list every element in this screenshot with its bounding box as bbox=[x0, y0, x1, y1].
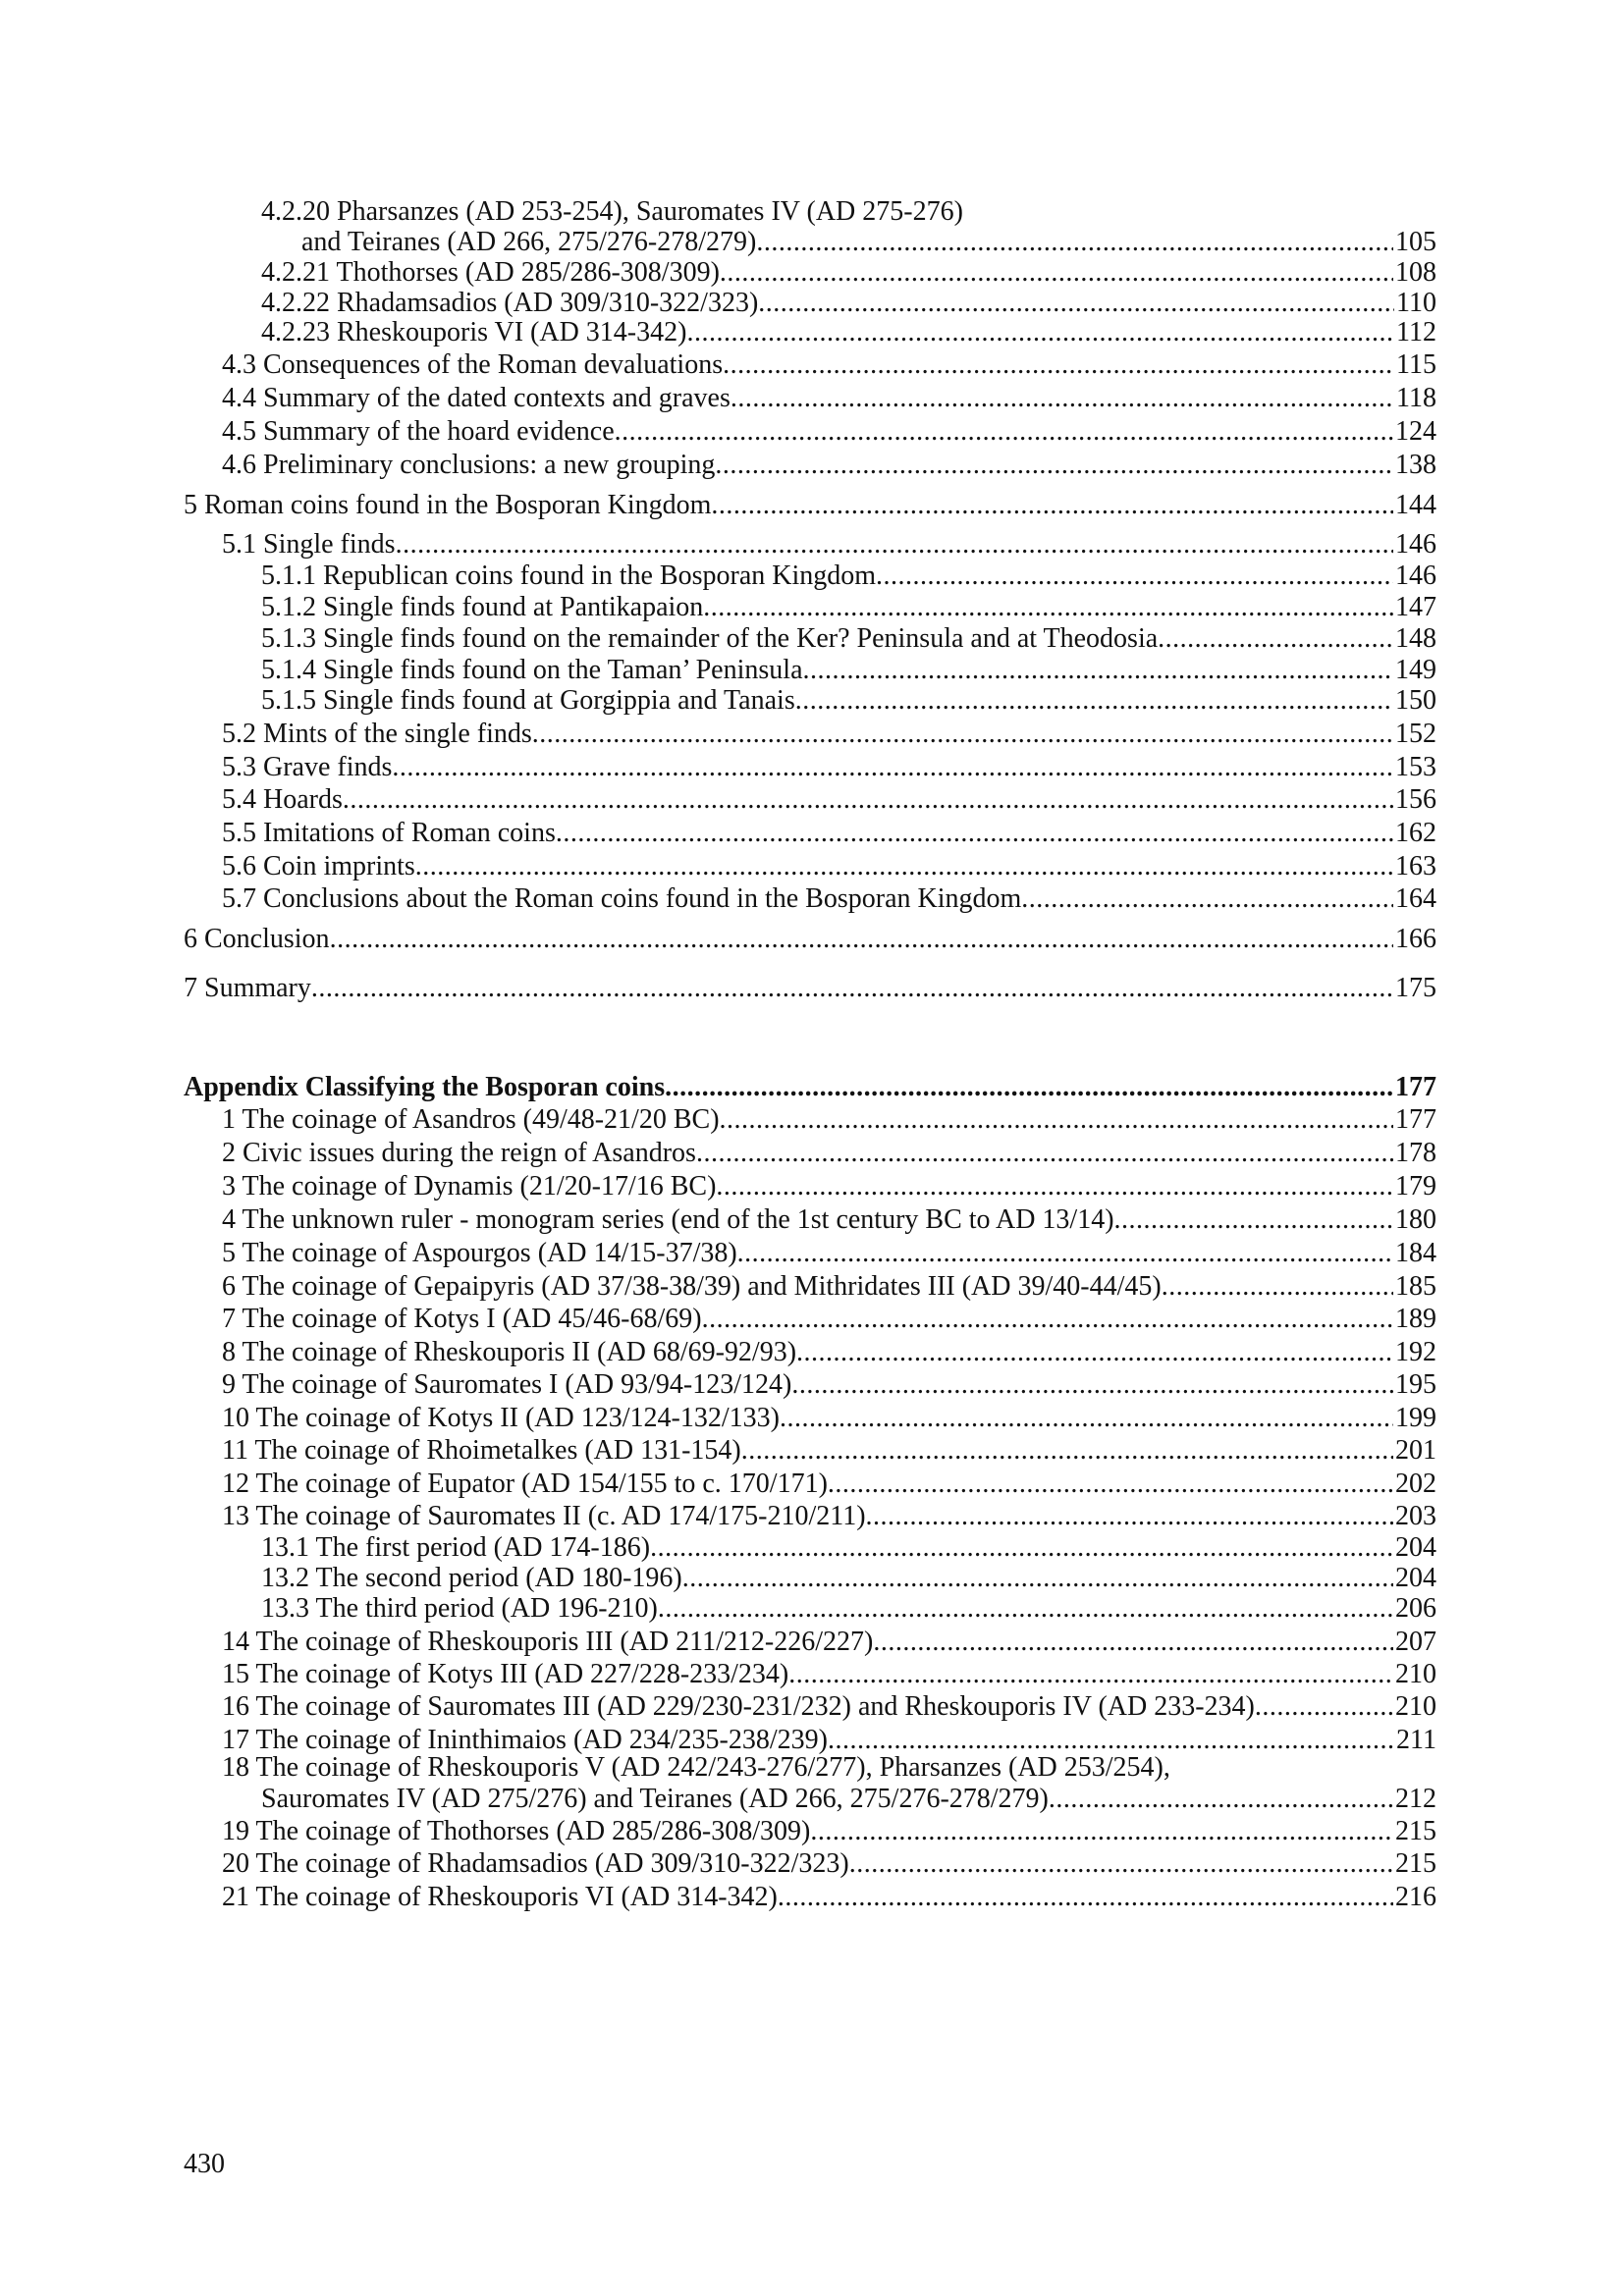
toc-entry[interactable] bbox=[184, 1071, 1436, 1104]
toc-entry[interactable] bbox=[222, 1658, 1436, 1691]
toc-entry[interactable] bbox=[222, 1815, 1436, 1848]
toc-entry-title: 4.5 Summary of the hoard evidence bbox=[222, 416, 615, 447]
toc-leader-dots bbox=[803, 654, 1394, 687]
toc-leader-dots bbox=[758, 287, 1394, 320]
toc-entry-title: 5 Roman coins found in the Bosporan Kingdom bbox=[184, 490, 712, 520]
toc-entry[interactable] bbox=[222, 783, 1436, 817]
toc-entry-page: 212 bbox=[1395, 1784, 1436, 1814]
toc-entry-title: 21 The coinage of Rheskouporis VI (AD 314-342) bbox=[222, 1882, 778, 1912]
toc-entry[interactable] bbox=[301, 226, 1436, 259]
toc-entry[interactable] bbox=[261, 1531, 1436, 1565]
toc-leader-dots bbox=[702, 1303, 1393, 1336]
toc-entry[interactable] bbox=[261, 287, 1436, 320]
toc-entry[interactable] bbox=[222, 817, 1436, 850]
toc-entry-title: 5.1.4 Single finds found on the Taman’ Peninsula bbox=[261, 655, 803, 685]
toc-leader-dots bbox=[415, 850, 1393, 883]
toc-entry-title: 5.1.5 Single finds found at Gorgippia and Tanais bbox=[261, 685, 795, 716]
toc-entry[interactable] bbox=[261, 622, 1436, 656]
toc-entry-title: 7 The coinage of Kotys I (AD 45/46-68/69) bbox=[222, 1304, 702, 1334]
toc-entry-page: 178 bbox=[1395, 1138, 1436, 1168]
toc-entry-title: 5.6 Coin imprints bbox=[222, 851, 415, 881]
toc-entry-title: and Teiranes (AD 266, 275/276-278/279) bbox=[301, 227, 757, 257]
toc-entry[interactable] bbox=[222, 751, 1436, 784]
toc-leader-dots bbox=[311, 972, 1393, 1005]
toc-entry-page: 192 bbox=[1395, 1337, 1436, 1367]
toc-leader-dots bbox=[795, 684, 1393, 718]
toc-leader-dots bbox=[696, 1137, 1393, 1170]
toc-entry-page: 149 bbox=[1395, 655, 1436, 685]
toc-entry-page: 189 bbox=[1395, 1304, 1436, 1334]
toc-entry-title: 8 The coinage of Rheskouporis II (AD 68/69-92/93) bbox=[222, 1337, 797, 1367]
toc-entry[interactable] bbox=[222, 1237, 1436, 1270]
toc-entry-title: 11 The coinage of Rhoimetalkes (AD 131-154) bbox=[222, 1435, 741, 1466]
toc-entry-title: 5.1 Single finds bbox=[222, 529, 396, 560]
toc-entry-page: 175 bbox=[1395, 973, 1436, 1003]
toc-entry[interactable] bbox=[261, 1562, 1436, 1595]
toc-entry-title: 13.1 The first period (AD 174-186) bbox=[261, 1532, 651, 1563]
toc-leader-dots bbox=[731, 382, 1394, 415]
toc-entry-title: 13.3 The third period (AD 196-210) bbox=[261, 1593, 658, 1624]
toc-entry-page: 152 bbox=[1395, 719, 1436, 749]
toc-leader-dots bbox=[682, 1562, 1393, 1595]
toc-entry-title: 5.5 Imitations of Roman coins bbox=[222, 818, 556, 848]
toc-entry-page: 215 bbox=[1395, 1816, 1436, 1846]
toc-entry[interactable] bbox=[222, 449, 1436, 482]
toc-entry[interactable] bbox=[222, 718, 1436, 751]
toc-entry-page: 147 bbox=[1395, 592, 1436, 622]
toc-entry-page: 195 bbox=[1395, 1369, 1436, 1400]
toc-entry-title: 4.2.23 Rheskouporis VI (AD 314-342) bbox=[261, 317, 687, 347]
toc-entry-title: 5.4 Hoards bbox=[222, 784, 343, 815]
toc-entry[interactable] bbox=[222, 1881, 1436, 1914]
toc-entry-title: 6 The coinage of Gepaipyris (AD 37/38-38/39) and Mithridates III (AD 39/40-44/45) bbox=[222, 1271, 1162, 1302]
toc-leader-dots bbox=[1255, 1690, 1393, 1724]
toc-entry-page: 124 bbox=[1395, 416, 1436, 447]
toc-entry-title: 5.3 Grave finds bbox=[222, 752, 393, 782]
toc-leader-dots bbox=[396, 528, 1393, 561]
toc-entry-page: 148 bbox=[1395, 623, 1436, 654]
toc-entry-page: 112 bbox=[1396, 317, 1436, 347]
page-number: 430 bbox=[184, 2149, 225, 2179]
toc-entry-title: 10 The coinage of Kotys II (AD 123/124-132/133) bbox=[222, 1403, 780, 1433]
toc-entry-page: 162 bbox=[1395, 818, 1436, 848]
toc-entry-page: 110 bbox=[1396, 288, 1436, 318]
toc-leader-dots bbox=[1162, 1270, 1393, 1304]
toc-leader-dots bbox=[876, 560, 1393, 593]
toc-entry-title: 4.3 Consequences of the Roman devaluations bbox=[222, 349, 724, 380]
toc-entry-title: 5.2 Mints of the single finds bbox=[222, 719, 532, 749]
toc-entry-page: 150 bbox=[1395, 685, 1436, 716]
toc-leader-dots bbox=[1021, 882, 1393, 916]
toc-entry-page: 204 bbox=[1395, 1563, 1436, 1593]
toc-leader-dots bbox=[788, 1658, 1393, 1691]
toc-entry-title: 4 The unknown ruler - monogram series (end of the 1st century BC to AD 13/14) bbox=[222, 1204, 1114, 1235]
toc-entry[interactable] bbox=[222, 528, 1436, 561]
toc-leader-dots bbox=[780, 1402, 1393, 1435]
toc-entry-title: 5 The coinage of Aspourgos (AD 14/15-37/38) bbox=[222, 1238, 737, 1268]
toc-entry[interactable] bbox=[261, 1783, 1436, 1816]
toc-entry-page: 211 bbox=[1396, 1725, 1436, 1755]
toc-entry-title: 5.7 Conclusions about the Roman coins found in the Bosporan Kingdom bbox=[222, 883, 1022, 914]
toc-entry-page: 185 bbox=[1395, 1271, 1436, 1302]
toc-entry-page: 215 bbox=[1395, 1848, 1436, 1879]
toc-entry-page: 163 bbox=[1395, 851, 1436, 881]
toc-leader-dots bbox=[650, 1531, 1393, 1565]
toc-entry-first-line: 4.2.20 Pharsanzes (AD 253-254), Sauromates IV (AD 275-276) bbox=[261, 196, 963, 227]
toc-entry[interactable] bbox=[222, 1170, 1436, 1203]
toc-entry[interactable] bbox=[222, 1402, 1436, 1435]
toc-entry-title: 3 The coinage of Dynamis (21/20-17/16 BC) bbox=[222, 1171, 717, 1201]
toc-entry[interactable] bbox=[261, 591, 1436, 624]
toc-entry-title: 14 The coinage of Rheskouporis III (AD 211/212-226/227) bbox=[222, 1627, 874, 1657]
toc-entry-page: 118 bbox=[1396, 383, 1436, 413]
toc-entry-first-line: 18 The coinage of Rheskouporis V (AD 242/243-276/277), Pharsanzes (AD 253/254), bbox=[222, 1752, 1170, 1783]
toc-entry-title: 7 Summary bbox=[184, 973, 311, 1003]
toc-leader-dots bbox=[1114, 1203, 1393, 1237]
toc-leader-dots bbox=[741, 1434, 1393, 1468]
toc-leader-dots bbox=[658, 1592, 1393, 1626]
toc-leader-dots bbox=[720, 256, 1393, 290]
toc-entry-title: 17 The coinage of Ininthimaios (AD 234/235-238/239) bbox=[222, 1725, 828, 1755]
toc-leader-dots bbox=[1158, 622, 1393, 656]
toc-entry-page: 204 bbox=[1395, 1532, 1436, 1563]
toc-entry-page: 201 bbox=[1395, 1435, 1436, 1466]
toc-entry-page: 206 bbox=[1395, 1593, 1436, 1624]
toc-entry[interactable] bbox=[222, 1690, 1436, 1724]
toc-entry[interactable] bbox=[261, 316, 1436, 349]
toc-entry-page: 210 bbox=[1395, 1691, 1436, 1722]
toc-leader-dots bbox=[703, 591, 1393, 624]
toc-entry-title: Sauromates IV (AD 275/276) and Teiranes (AD 266, 275/276-278/279) bbox=[261, 1784, 1049, 1814]
toc-entry-title: 1 The coinage of Asandros (49/48-21/20 BC) bbox=[222, 1104, 720, 1135]
toc-entry-page: 153 bbox=[1395, 752, 1436, 782]
toc-entry[interactable] bbox=[222, 1847, 1436, 1881]
toc-entry-page: 144 bbox=[1395, 490, 1436, 520]
toc-leader-dots bbox=[711, 489, 1393, 522]
toc-entry[interactable] bbox=[222, 1137, 1436, 1170]
toc-entry[interactable] bbox=[222, 1270, 1436, 1304]
toc-entry-title: 9 The coinage of Sauromates I (AD 93/94-123/124) bbox=[222, 1369, 792, 1400]
toc-leader-dots bbox=[720, 1103, 1393, 1137]
toc-entry-title: 12 The coinage of Eupator (AD 154/155 to c. 170/171) bbox=[222, 1468, 828, 1499]
toc-entry-page: 164 bbox=[1395, 883, 1436, 914]
toc-entry-page: 184 bbox=[1395, 1238, 1436, 1268]
toc-entry[interactable] bbox=[261, 684, 1436, 718]
toc-entry-title: 5.1.1 Republican coins found in the Bosporan Kingdom bbox=[261, 561, 877, 591]
toc-entry-page: 177 bbox=[1395, 1072, 1436, 1102]
toc-entry[interactable] bbox=[222, 415, 1436, 449]
toc-entry-page: 146 bbox=[1395, 529, 1436, 560]
toc-entry[interactable] bbox=[222, 1103, 1436, 1137]
toc-entry-title: 4.2.21 Thothorses (AD 285/286-308/309) bbox=[261, 257, 720, 288]
toc-entry-page: 199 bbox=[1395, 1403, 1436, 1433]
toc-entry-title: 19 The coinage of Thothorses (AD 285/286-308/309) bbox=[222, 1816, 811, 1846]
toc-leader-dots bbox=[1049, 1783, 1393, 1816]
toc-leader-dots bbox=[737, 1237, 1393, 1270]
toc-entry-title: 2 Civic issues during the reign of Asandros bbox=[222, 1138, 696, 1168]
toc-leader-dots bbox=[849, 1847, 1393, 1881]
toc-entry[interactable] bbox=[261, 256, 1436, 290]
toc-entry[interactable] bbox=[222, 1368, 1436, 1402]
toc-entry[interactable] bbox=[222, 382, 1436, 415]
toc-entry-page: 216 bbox=[1395, 1882, 1436, 1912]
toc-leader-dots bbox=[723, 348, 1394, 382]
toc-entry-title: 13.2 The second period (AD 180-196) bbox=[261, 1563, 682, 1593]
toc-entry-page: 138 bbox=[1395, 450, 1436, 480]
toc-entry-title: 15 The coinage of Kotys III (AD 227/228-233/234) bbox=[222, 1659, 789, 1689]
toc-entry[interactable] bbox=[222, 1303, 1436, 1336]
toc-entry-title: 20 The coinage of Rhadamsadios (AD 309/310-322/323) bbox=[222, 1848, 849, 1879]
toc-entry[interactable] bbox=[184, 972, 1436, 1005]
toc-leader-dots bbox=[828, 1468, 1393, 1501]
toc-entry-page: 180 bbox=[1395, 1204, 1436, 1235]
toc-entry-title: Appendix Classifying the Bosporan coins bbox=[184, 1072, 666, 1102]
toc-leader-dots bbox=[665, 1071, 1393, 1104]
toc-entry-title: 4.6 Preliminary conclusions: a new grouping bbox=[222, 450, 716, 480]
toc-entry[interactable] bbox=[184, 489, 1436, 522]
toc-leader-dots bbox=[686, 316, 1394, 349]
toc-leader-dots bbox=[715, 449, 1393, 482]
toc-entry-page: 108 bbox=[1395, 257, 1436, 288]
toc-leader-dots bbox=[556, 817, 1393, 850]
toc-leader-dots bbox=[756, 226, 1393, 259]
toc-leader-dots bbox=[778, 1881, 1393, 1914]
toc-entry-page: 207 bbox=[1395, 1627, 1436, 1657]
toc-entry[interactable] bbox=[261, 654, 1436, 687]
toc-entry-title: 16 The coinage of Sauromates III (AD 229/230-231/232) and Rheskouporis IV (AD 233-234) bbox=[222, 1691, 1255, 1722]
toc-leader-dots bbox=[716, 1170, 1393, 1203]
toc-leader-dots bbox=[532, 718, 1393, 751]
toc-leader-dots bbox=[330, 923, 1393, 956]
toc-leader-dots bbox=[873, 1626, 1393, 1659]
toc-leader-dots bbox=[866, 1500, 1393, 1533]
toc-leader-dots bbox=[615, 415, 1393, 449]
toc-entry-page: 202 bbox=[1395, 1468, 1436, 1499]
toc-entry-page: 203 bbox=[1395, 1501, 1436, 1531]
toc-entry-page: 146 bbox=[1395, 561, 1436, 591]
toc-entry[interactable] bbox=[222, 1203, 1436, 1237]
toc-leader-dots bbox=[392, 751, 1393, 784]
toc-entry-page: 105 bbox=[1395, 227, 1436, 257]
toc-entry-page: 179 bbox=[1395, 1171, 1436, 1201]
toc-entry[interactable] bbox=[222, 1626, 1436, 1659]
toc-entry-title: 13 The coinage of Sauromates II (c. AD 174/175-210/211) bbox=[222, 1501, 866, 1531]
toc-entry-title: 6 Conclusion bbox=[184, 924, 330, 954]
toc-leader-dots bbox=[810, 1815, 1393, 1848]
toc-entry[interactable] bbox=[222, 348, 1436, 382]
toc-entry-page: 156 bbox=[1395, 784, 1436, 815]
toc-leader-dots bbox=[796, 1336, 1393, 1369]
toc-entry-title: 4.2.22 Rhadamsadios (AD 309/310-322/323) bbox=[261, 288, 759, 318]
toc-entry[interactable] bbox=[222, 882, 1436, 916]
toc-entry-page: 177 bbox=[1395, 1104, 1436, 1135]
toc-entry-title: 5.1.2 Single finds found at Pantikapaion bbox=[261, 592, 704, 622]
toc-entry[interactable] bbox=[222, 1336, 1436, 1369]
toc-entry-title: 5.1.3 Single finds found on the remainder of the Ker? Peninsula and at Theodosia bbox=[261, 623, 1159, 654]
toc-entry-page: 115 bbox=[1396, 349, 1436, 380]
toc-entry[interactable] bbox=[222, 850, 1436, 883]
toc-entry[interactable] bbox=[222, 1434, 1436, 1468]
toc-entry[interactable] bbox=[261, 1592, 1436, 1626]
toc-leader-dots bbox=[791, 1368, 1393, 1402]
toc-leader-dots bbox=[343, 783, 1393, 817]
toc-entry-title: 4.4 Summary of the dated contexts and graves bbox=[222, 383, 731, 413]
toc-entry[interactable] bbox=[222, 1468, 1436, 1501]
toc-entry[interactable] bbox=[184, 923, 1436, 956]
toc-entry-page: 210 bbox=[1395, 1659, 1436, 1689]
toc-entry[interactable] bbox=[261, 560, 1436, 593]
toc-entry-page: 166 bbox=[1395, 924, 1436, 954]
toc-entry[interactable] bbox=[222, 1500, 1436, 1533]
